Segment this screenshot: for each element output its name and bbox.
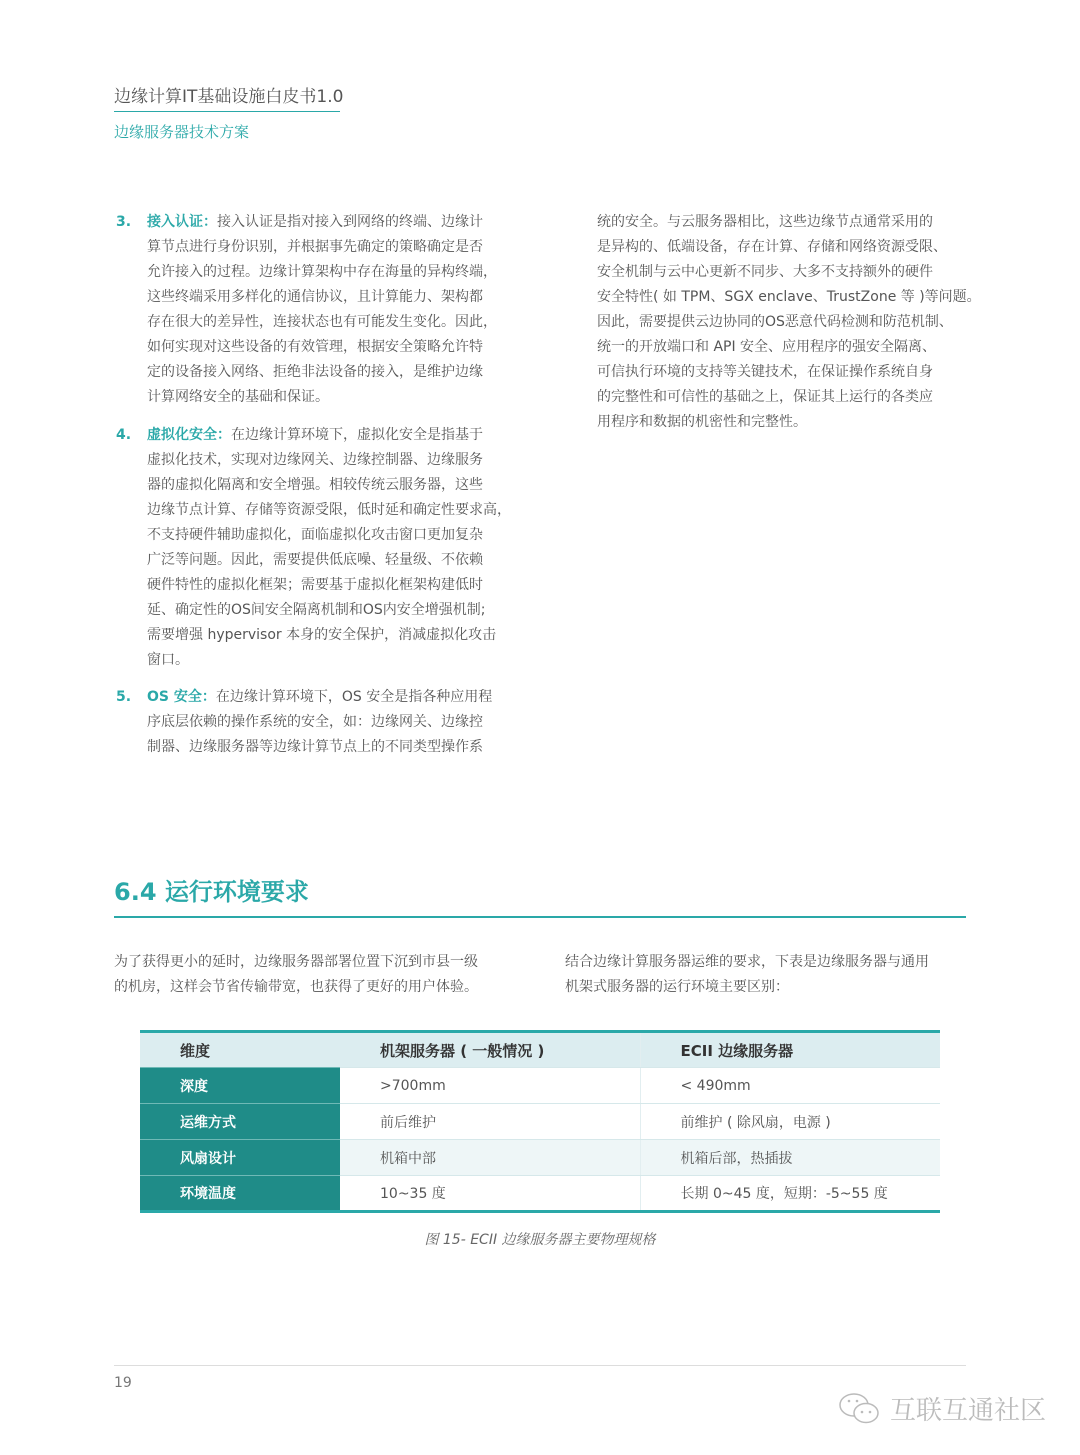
text-line: 广泛等问题。因此，需要提供低底噪、轻量级、不依赖 [147, 552, 483, 568]
page-number: 19 [114, 1375, 132, 1391]
text-line [147, 423, 517, 448]
text-line: 存在很大的差异性，连接状态也有可能发生变化。因此， [147, 314, 497, 330]
text-line: 统一的开放端口和 API 安全、应用程序的强安全隔离、 [597, 339, 937, 355]
text-line: 延、确定性的OS间安全隔离机制和OS内安全增强机制; [147, 602, 486, 618]
text-line: 的完整性和可信性的基础之上，保证其上运行的各类应 [597, 389, 933, 405]
text-line: 是异构的、低端设备，存在计算、存储和网络资源受限、 [597, 239, 947, 255]
table-cell: 运维方式 [140, 1104, 340, 1140]
table-row [140, 1176, 940, 1212]
table-cell: 前后维护 [340, 1104, 640, 1140]
text-line: 用程序和数据的机密性和完整性。 [597, 414, 807, 430]
right-column [597, 210, 981, 435]
wechat-icon [838, 1392, 882, 1426]
table-row [140, 1104, 940, 1140]
watermark-text: 互联互通社区 [890, 1396, 1047, 1426]
list-number: 4. [116, 427, 132, 443]
text-line: 器的虚拟化隔离和安全增强。相较传统云服务器，这些 [147, 477, 483, 493]
text-line: 边缘节点计算、存储等资源受限，低时延和确定性要求高， [147, 502, 511, 518]
text-line [147, 685, 517, 710]
table-caption: 图 15- ECII 边缘服务器主要物理规格 [424, 1232, 656, 1248]
text-line: 的机房，这样会节省传输带宽，也获得了更好的用户体验。 [114, 979, 478, 995]
table-cell: 机箱后部，热插拔 [640, 1140, 940, 1176]
list-keyword: OS 安全： [147, 689, 216, 705]
text-line: 安全机制与云中心更新不同步、大多不支持额外的硬件 [597, 264, 933, 280]
text-line: 机架式服务器的运行环境主要区别： [565, 979, 789, 995]
text-line: 硬件特性的虚拟化框架；需要基于虚拟化框架构建低时 [147, 577, 483, 593]
text-line [147, 210, 517, 235]
text-line: 算节点进行身份识别，并根据事先确定的策略确定是否 [147, 239, 483, 255]
table-cell: 前维护 ( 除风扇，电源 ) [640, 1104, 940, 1140]
text-line: 安全特性( 如 TPM、SGX enclave、TrustZone 等 )等问题。 [597, 289, 981, 305]
section-title: 6.4 运行环境要求 [114, 878, 309, 906]
text-line: 窗口。 [147, 652, 189, 668]
text-line: 制器、边缘服务器等边缘计算节点上的不同类型操作系 [147, 739, 483, 755]
intro-left [114, 950, 534, 1000]
text-line: 不支持硬件辅助虚拟化，面临虚拟化攻击窗口更加复杂 [147, 527, 483, 543]
list-item [147, 210, 517, 410]
table-header-row [140, 1032, 940, 1068]
list-keyword: 虚拟化安全： [147, 427, 231, 443]
title-divider [114, 111, 340, 112]
list-number: 3. [116, 214, 132, 230]
text-line: 需要增强 hypervisor 本身的安全保护，消减虚拟化攻击 [147, 627, 497, 643]
watermark [838, 1390, 1046, 1427]
text-line: 如何实现对这些设备的有效管理，根据安全策略允许特 [147, 339, 483, 355]
text-line-rest: 在边缘计算环境下，虚拟化安全是指基于 [231, 427, 483, 443]
spec-table [140, 1030, 940, 1213]
chapter-title: 边缘服务器技术方案 [114, 123, 250, 141]
table-cell: 环境温度 [140, 1176, 340, 1212]
table-header: ECII 边缘服务器 [640, 1032, 940, 1068]
table-header: 机架服务器 ( 一般情况 ) [340, 1032, 640, 1068]
text-line: 结合边缘计算服务器运维的要求，下表是边缘服务器与通用 [565, 954, 929, 970]
list-number: 5. [116, 689, 132, 705]
intro-right [565, 950, 985, 1000]
text-line: 这些终端采用多样化的通信协议，且计算能力、架构都 [147, 289, 483, 305]
section-divider [114, 916, 966, 918]
list-item [147, 685, 517, 760]
table-cell: 深度 [140, 1068, 340, 1104]
footer-divider [114, 1365, 966, 1366]
table-row [140, 1140, 940, 1176]
table-row [140, 1068, 940, 1104]
text-line: 序底层依赖的操作系统的安全，如：边缘网关、边缘控 [147, 714, 483, 730]
text-line: 因此，需要提供云边协同的OS恶意代码检测和防范机制、 [597, 314, 953, 330]
text-line: 虚拟化技术，实现对边缘网关、边缘控制器、边缘服务 [147, 452, 483, 468]
table-header: 维度 [140, 1032, 340, 1068]
document-title: 边缘计算IT基础设施白皮书1.0 [114, 87, 344, 107]
table-cell: 风扇设计 [140, 1140, 340, 1176]
text-line: 可信执行环境的支持等关键技术，在保证操作系统自身 [597, 364, 933, 380]
text-line: 允许接入的过程。边缘计算架构中存在海量的异构终端， [147, 264, 497, 280]
text-line: 统的安全。与云服务器相比，这些边缘节点通常采用的 [597, 214, 933, 230]
list-item [147, 423, 517, 673]
table-cell: 机箱中部 [340, 1140, 640, 1176]
table-cell: >700mm [340, 1068, 640, 1104]
text-line-rest: 在边缘计算环境下，OS 安全是指各种应用程 [215, 689, 493, 705]
table-cell: 长期 0~45 度，短期：-5~55 度 [640, 1176, 940, 1212]
text-line: 计算网络安全的基础和保证。 [147, 389, 329, 405]
table-cell: 10~35 度 [340, 1176, 640, 1212]
table-cell: < 490mm [640, 1068, 940, 1104]
text-line: 定的设备接入网络、拒绝非法设备的接入，是维护边缘 [147, 364, 483, 380]
text-line: 为了获得更小的延时，边缘服务器部署位置下沉到市县一级 [114, 954, 478, 970]
list-keyword: 接入认证： [147, 214, 217, 230]
text-line-rest: 接入认证是指对接入到网络的终端、边缘计 [217, 214, 483, 230]
